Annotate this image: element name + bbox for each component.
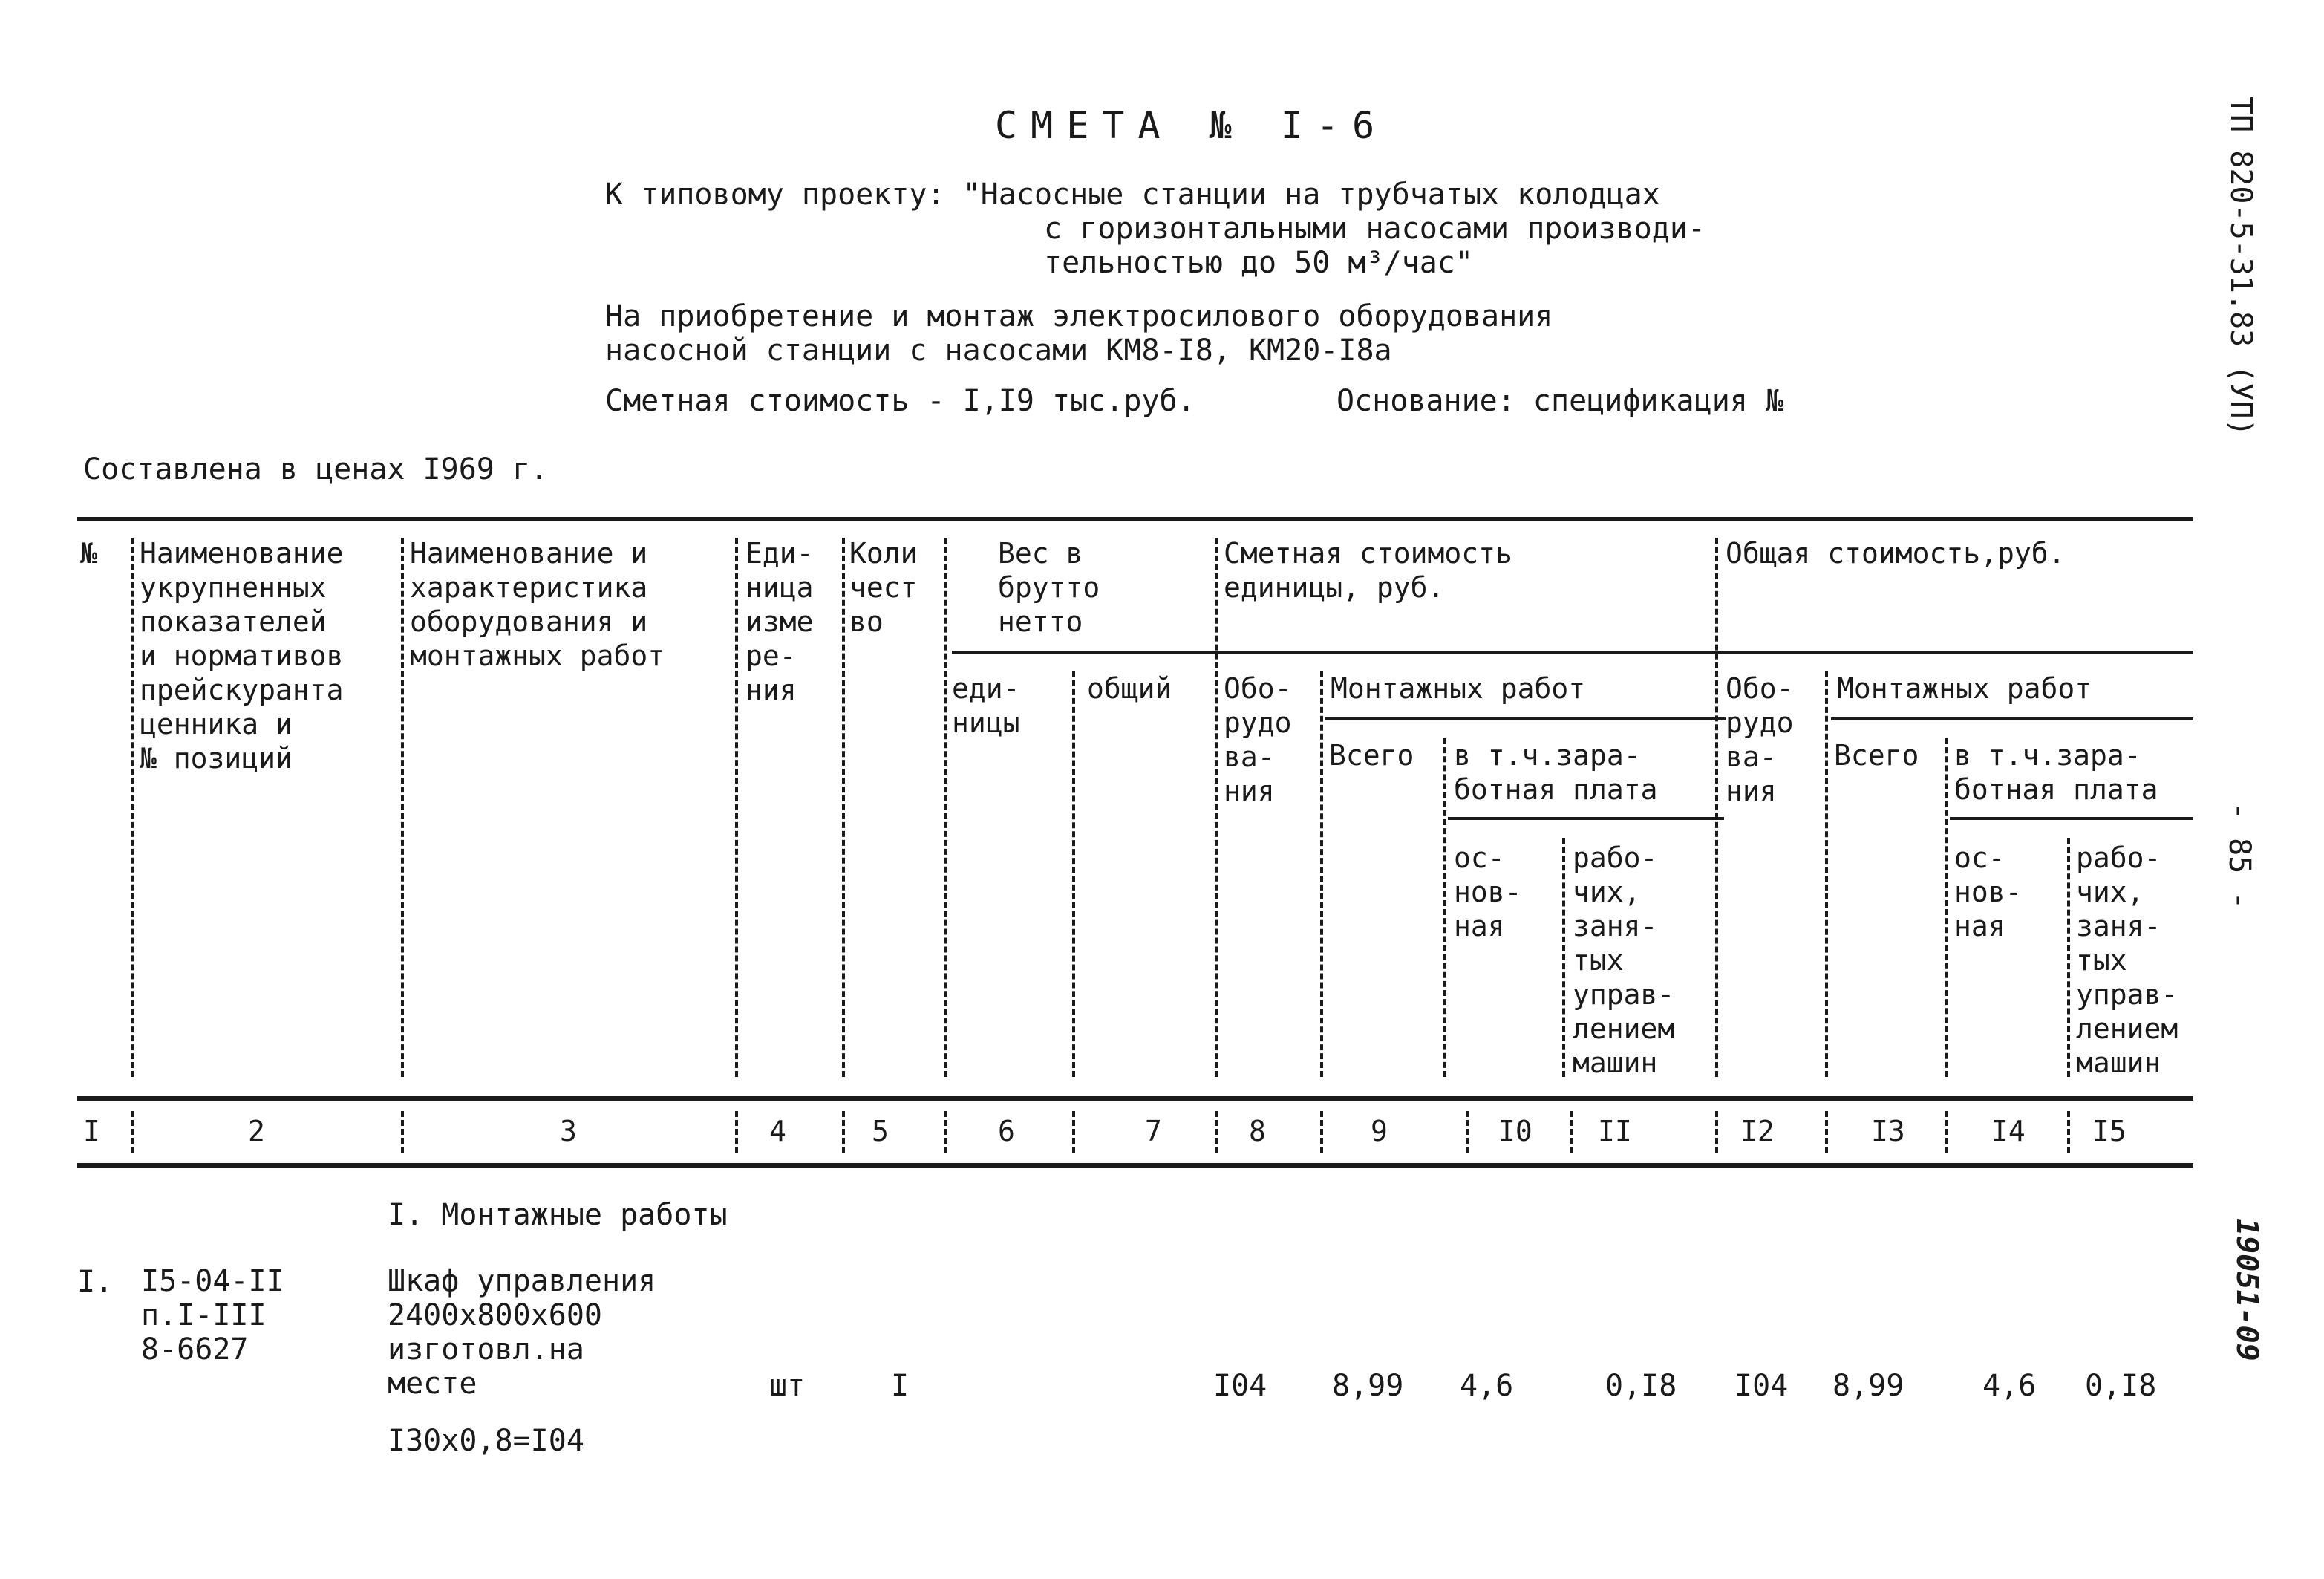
col-num-5: 5 <box>872 1115 889 1147</box>
cost-line: Сметная стоимость - I,I9 тыс.руб. <box>605 384 1195 418</box>
col-sep <box>1320 671 1323 1077</box>
header-unit-installation: Монтажных работ <box>1331 672 1586 705</box>
purpose-line-2: насосной станции с насосами КМ8-I8, КМ20-I8а <box>605 333 1392 368</box>
header-unit: Еди- ница изме ре- ния <box>745 537 814 706</box>
row-unit-wage-machine: 0,I8 <box>1605 1369 1677 1403</box>
col-num-6: 6 <box>998 1115 1015 1147</box>
col-num-11: II <box>1598 1115 1632 1147</box>
document-title: СМЕТА № I-6 <box>995 104 1388 147</box>
num-sep <box>1320 1111 1323 1153</box>
col-sep <box>1945 738 1948 1077</box>
wage-subrule-1 <box>1448 817 1724 820</box>
project-line-2: с горизонтальными насосами производи- <box>1044 212 1706 246</box>
header-total-weight: общий <box>1087 672 1172 705</box>
weight-subrule <box>952 651 2193 654</box>
num-sep <box>1570 1111 1573 1153</box>
header-unit-equipment: Обо- рудо ва- ния <box>1224 672 1292 807</box>
numbers-bottom-rule <box>77 1163 2193 1168</box>
purpose-line-1: На приобретение и монтаж электросилового оборудования <box>605 299 1553 333</box>
num-sep <box>944 1111 947 1153</box>
col-sep <box>1825 671 1828 1077</box>
row-total-install-total: 8,99 <box>1832 1369 1904 1403</box>
row-unit: шт <box>769 1369 806 1403</box>
row-calculation: I30х0,8=I04 <box>388 1424 584 1458</box>
table-top-rule <box>77 517 2193 521</box>
header-unit-wages: в т.ч.зара- ботная плата <box>1454 739 1658 806</box>
col-num-7: 7 <box>1145 1115 1162 1147</box>
header-unit-machine-wages: рабо- чих, заня- тых управ- лением машин <box>1573 841 1675 1079</box>
num-sep <box>2067 1111 2070 1153</box>
num-sep <box>1072 1111 1075 1153</box>
row-unit-install-total: 8,99 <box>1332 1369 1404 1403</box>
col-sep <box>1215 538 1218 1077</box>
page-number: - 85 - <box>2222 802 2256 910</box>
header-total-total: Всего <box>1834 739 1919 772</box>
header-bottom-rule <box>77 1096 2193 1101</box>
col-sep <box>2067 838 2070 1077</box>
col-num-2: 2 <box>248 1115 265 1147</box>
num-sep <box>842 1111 845 1153</box>
side-code: ТП 820-5-31.83 (УП) <box>2224 97 2258 437</box>
row-total-wage-machine: 0,I8 <box>2085 1369 2157 1403</box>
project-line-1: К типовому проекту: "Насосные станции на трубчатых колодцах <box>605 178 1660 212</box>
col-num-14: I4 <box>1991 1115 2026 1147</box>
header-total-installation: Монтажных работ <box>1837 672 2092 705</box>
project-line-3: тельностью до 50 м³/час" <box>1044 246 1473 280</box>
header-unit-basic: ос- нов- ная <box>1454 841 1522 942</box>
row-number: I. <box>77 1265 114 1299</box>
num-sep <box>1466 1111 1469 1153</box>
col-num-15: I5 <box>2092 1115 2126 1147</box>
col-sep <box>131 538 134 1077</box>
row-quantity: I <box>891 1369 910 1403</box>
header-quantity: Коли чест во <box>849 537 918 638</box>
header-number: № <box>80 537 97 570</box>
col-num-10: I0 <box>1498 1115 1533 1147</box>
row-total-wage-basic: 4,6 <box>1982 1369 2037 1403</box>
header-total-basic: ос- нов- ная <box>1954 841 2023 942</box>
num-sep <box>1945 1111 1948 1153</box>
header-total-wages: в т.ч.зара- ботная плата <box>1954 739 2158 806</box>
num-sep <box>1715 1111 1718 1153</box>
header-total-machine-wages: рабо- чих, заня- тых управ- лением машин <box>2076 841 2178 1079</box>
header-total-cost: Общая стоимость,руб. <box>1726 537 2066 570</box>
header-total-equipment: Обо- рудо ва- ния <box>1726 672 1794 807</box>
col-num-3: 3 <box>560 1115 577 1147</box>
row-unit-equipment: I04 <box>1213 1369 1267 1403</box>
num-sep <box>735 1111 738 1153</box>
wage-subrule-2 <box>1950 817 2193 820</box>
header-unit-cost: Сметная стоимость единицы, руб. <box>1224 537 1512 604</box>
col-num-9: 9 <box>1371 1115 1388 1147</box>
col-num-12: I2 <box>1740 1115 1775 1147</box>
col-sep <box>842 538 845 1077</box>
col-num-1: I <box>83 1115 100 1147</box>
header-unit-weight: еди- ницы <box>952 672 1020 739</box>
col-num-13: I3 <box>1871 1115 1905 1147</box>
num-sep <box>401 1111 404 1153</box>
col-sep <box>944 538 947 1077</box>
row-name: Шкаф управления 2400х800х600 изготовл.на месте <box>388 1264 656 1401</box>
col-sep <box>401 538 404 1077</box>
row-unit-wage-basic: 4,6 <box>1460 1369 1514 1403</box>
doc-number: 19051-09 <box>2230 1218 2264 1361</box>
num-sep <box>1825 1111 1828 1153</box>
header-weight: Вес в брутто нетто <box>998 537 1100 638</box>
num-sep <box>1215 1111 1218 1153</box>
install-subrule-2 <box>1831 717 2193 720</box>
col-sep <box>1072 671 1075 1077</box>
col-sep <box>1715 538 1718 1077</box>
header-indicator-name: Наименование укрупненных показателей и нормативов прейскуранта ценника и № позиций <box>140 537 344 775</box>
basis-line: Основание: спецификация № <box>1336 384 1784 418</box>
row-code: I5-04-II п.I-III 8-6627 <box>141 1264 284 1367</box>
col-num-4: 4 <box>769 1115 786 1147</box>
section-title: I. Монтажные работы <box>388 1198 728 1232</box>
col-sep <box>1443 738 1446 1077</box>
row-total-equipment: I04 <box>1734 1369 1789 1403</box>
col-sep <box>735 538 738 1077</box>
col-num-8: 8 <box>1249 1115 1266 1147</box>
col-sep <box>1562 838 1565 1077</box>
install-subrule-1 <box>1325 717 1726 720</box>
num-sep <box>131 1111 134 1153</box>
header-unit-total: Всего <box>1329 739 1414 772</box>
prices-line: Составлена в ценах I969 г. <box>83 452 549 486</box>
header-equipment-name: Наименование и характеристика оборудования и монтажных работ <box>410 537 665 672</box>
